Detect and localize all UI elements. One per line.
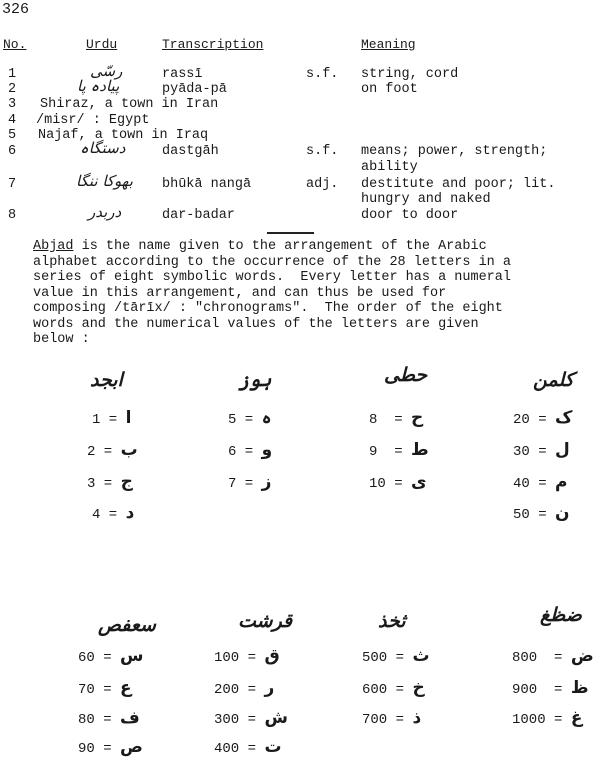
arabic-letter: ن	[555, 503, 570, 523]
letter-value-row	[214, 708, 288, 729]
entry-pos: s.f.	[306, 144, 339, 159]
entry-urdu: بھوکا ننگا	[76, 172, 133, 190]
letter-value-row	[214, 737, 282, 758]
letter-value-row	[512, 646, 594, 667]
numeric-value: = 8	[369, 412, 403, 428]
arabic-letter: ف	[120, 708, 140, 728]
group-title-abjad: ابجد	[90, 369, 123, 391]
paragraph-line: alphabet according to the occurrence of the 28 letters in a	[33, 254, 511, 270]
letter-value-row	[78, 646, 144, 667]
entry-urdu: دستگاہ	[80, 139, 126, 157]
arabic-letter: ث	[412, 646, 430, 666]
numeric-value: = 7	[228, 476, 254, 492]
entry-number: 5	[8, 128, 17, 143]
letter-value-row	[362, 646, 430, 667]
entry-urdu: پیادہ پا	[77, 77, 120, 95]
letter-value-row	[78, 708, 140, 729]
numeric-value: = 30	[513, 444, 547, 460]
entry-pos: adj.	[306, 177, 339, 192]
group-title-hawwaz: ہوز	[238, 369, 272, 391]
arabic-letter: ط	[411, 440, 429, 460]
header-no: No.	[3, 37, 27, 52]
group-title-hutti: حطی	[384, 364, 428, 386]
numeric-value: = 500	[362, 650, 405, 666]
numeric-value: = 700	[362, 712, 405, 728]
numeric-value: = 200	[214, 682, 257, 698]
letter-value-row	[228, 472, 272, 493]
paragraph-line: value in this arrangement, and can thus be used for	[33, 285, 447, 301]
numeric-value: = 5	[228, 412, 254, 428]
letter-value-row	[369, 408, 424, 429]
arabic-letter: ذ	[412, 708, 422, 728]
arabic-letter: و	[261, 440, 273, 460]
entry-transcription: rassī	[162, 67, 203, 82]
arabic-letter: ب	[120, 440, 138, 460]
letter-value-row	[512, 708, 583, 729]
letter-value-row	[369, 472, 427, 493]
separator-rule	[267, 232, 314, 234]
numeric-value: = 1000	[512, 712, 563, 728]
arabic-letter: ہ	[261, 408, 272, 428]
paragraph-line: is the name given to the arrangement of the Arabic	[73, 239, 487, 254]
entry-number: 6	[8, 144, 17, 159]
entry-transcription: dastgāh	[162, 144, 219, 159]
entry-meaning: on foot	[361, 82, 418, 97]
arabic-letter: ق	[264, 646, 280, 666]
letter-value-row	[87, 440, 138, 461]
group-title-safas: سعفص	[98, 614, 156, 636]
header-transcription: Transcription	[162, 37, 264, 52]
letter-value-row	[228, 440, 273, 461]
letter-value-row	[513, 408, 573, 429]
numeric-value: = 90	[78, 741, 112, 757]
page-number: 326	[2, 1, 30, 18]
entry-meaning-continued: ability	[361, 160, 418, 175]
arabic-letter: ک	[555, 408, 573, 428]
numeric-value: = 300	[214, 712, 257, 728]
group-title-thakhadh: ثخذ	[378, 610, 406, 632]
arabic-letter: ز	[261, 472, 272, 492]
numeric-value: = 10	[369, 476, 403, 492]
entry-pos: s.f.	[306, 67, 339, 82]
numeric-value: = 60	[78, 650, 112, 666]
letter-value-row	[78, 737, 143, 758]
arabic-letter: س	[120, 646, 144, 666]
entry-number: 7	[8, 177, 17, 192]
header-urdu: Urdu	[86, 37, 118, 52]
letter-value-row	[513, 440, 570, 461]
paragraph-line: below :	[33, 332, 90, 347]
arabic-letter: ت	[264, 737, 282, 757]
entry-transcription: bhūkā nangā	[162, 177, 252, 192]
entry-urdu: رسّی	[90, 62, 123, 80]
arabic-letter: ح	[411, 408, 424, 428]
letter-value-row	[78, 678, 132, 699]
arabic-letter: ل	[555, 440, 570, 460]
letter-value-row	[214, 678, 275, 699]
entry-number: 1	[8, 67, 17, 82]
group-title-kalaman: کلمن	[533, 369, 574, 391]
numeric-value: = 20	[513, 412, 547, 428]
entry-transcription: pyāda-pā	[162, 82, 227, 97]
arabic-letter: ص	[120, 737, 143, 757]
arabic-letter: ش	[264, 708, 288, 728]
numeric-value: = 2	[87, 444, 113, 460]
arabic-letter: ج	[120, 472, 133, 492]
entry-number: 3	[8, 97, 17, 112]
letter-value-row	[369, 440, 429, 461]
entry-meaning: means; power, strength;	[361, 144, 548, 159]
numeric-value: = 50	[513, 507, 547, 523]
letter-value-row	[92, 503, 135, 524]
numeric-value: = 400	[214, 741, 257, 757]
letter-value-row	[362, 708, 422, 729]
entry-meaning: string, cord	[361, 67, 459, 82]
header-meaning: Meaning	[361, 37, 416, 52]
arabic-letter: ی	[411, 472, 427, 492]
arabic-letter: غ	[570, 708, 583, 728]
entry-note: Shiraz, a town in Iran	[40, 97, 219, 112]
arabic-letter: ض	[570, 646, 594, 666]
group-title-qarashat: قرشت	[238, 610, 293, 632]
entry-number: 2	[8, 82, 17, 97]
numeric-value: = 9	[369, 444, 403, 460]
entry-meaning: destitute and poor; lit.	[361, 177, 556, 192]
paragraph-line: words and the numerical values of the letters are given	[33, 316, 479, 332]
numeric-value: = 900	[512, 682, 563, 698]
letter-value-row	[87, 472, 133, 493]
numeric-value: = 100	[214, 650, 257, 666]
entry-number: 8	[8, 208, 17, 223]
letter-value-row	[362, 678, 425, 699]
arabic-letter: ر	[264, 678, 275, 698]
numeric-value: = 1	[92, 412, 118, 428]
abjad-paragraph	[33, 239, 600, 348]
letter-value-row	[228, 408, 272, 429]
paragraph-line: series of eight symbolic words. Every letter has a numeral	[33, 270, 511, 285]
abjad-term: Abjad	[33, 239, 74, 254]
numeric-value: = 600	[362, 682, 405, 698]
entry-urdu: دربدر	[88, 203, 122, 221]
numeric-value: = 40	[513, 476, 547, 492]
letter-value-row	[513, 472, 568, 493]
group-title-dazagh: ضظغ	[540, 604, 582, 626]
arabic-letter: ع	[120, 678, 132, 698]
numeric-value: = 80	[78, 712, 112, 728]
letter-value-row	[92, 408, 132, 429]
arabic-letter: خ	[412, 678, 425, 698]
arabic-letter: د	[125, 503, 135, 523]
numeric-value: = 800	[512, 650, 563, 666]
paragraph-line: composing /tārīx/ : "chronograms". The order of the eight	[33, 301, 503, 316]
entry-note: /misr/ : Egypt	[36, 113, 150, 128]
entry-transcription: dar-badar	[162, 208, 235, 223]
numeric-value: = 70	[78, 682, 112, 698]
arabic-letter: م	[555, 472, 568, 492]
letter-value-row	[513, 503, 570, 524]
arabic-letter: ا	[125, 408, 132, 428]
arabic-letter: ظ	[570, 678, 589, 698]
letter-value-row	[214, 646, 280, 667]
numeric-value: = 4	[92, 507, 118, 523]
entry-meaning-continued: hungry and naked	[361, 192, 491, 207]
numeric-value: = 3	[87, 476, 113, 492]
entry-meaning: door to door	[361, 208, 459, 223]
entry-number: 4	[8, 113, 17, 128]
entry-note: Najaf, a town in Iraq	[38, 128, 209, 143]
letter-value-row	[512, 678, 589, 699]
numeric-value: = 6	[228, 444, 254, 460]
